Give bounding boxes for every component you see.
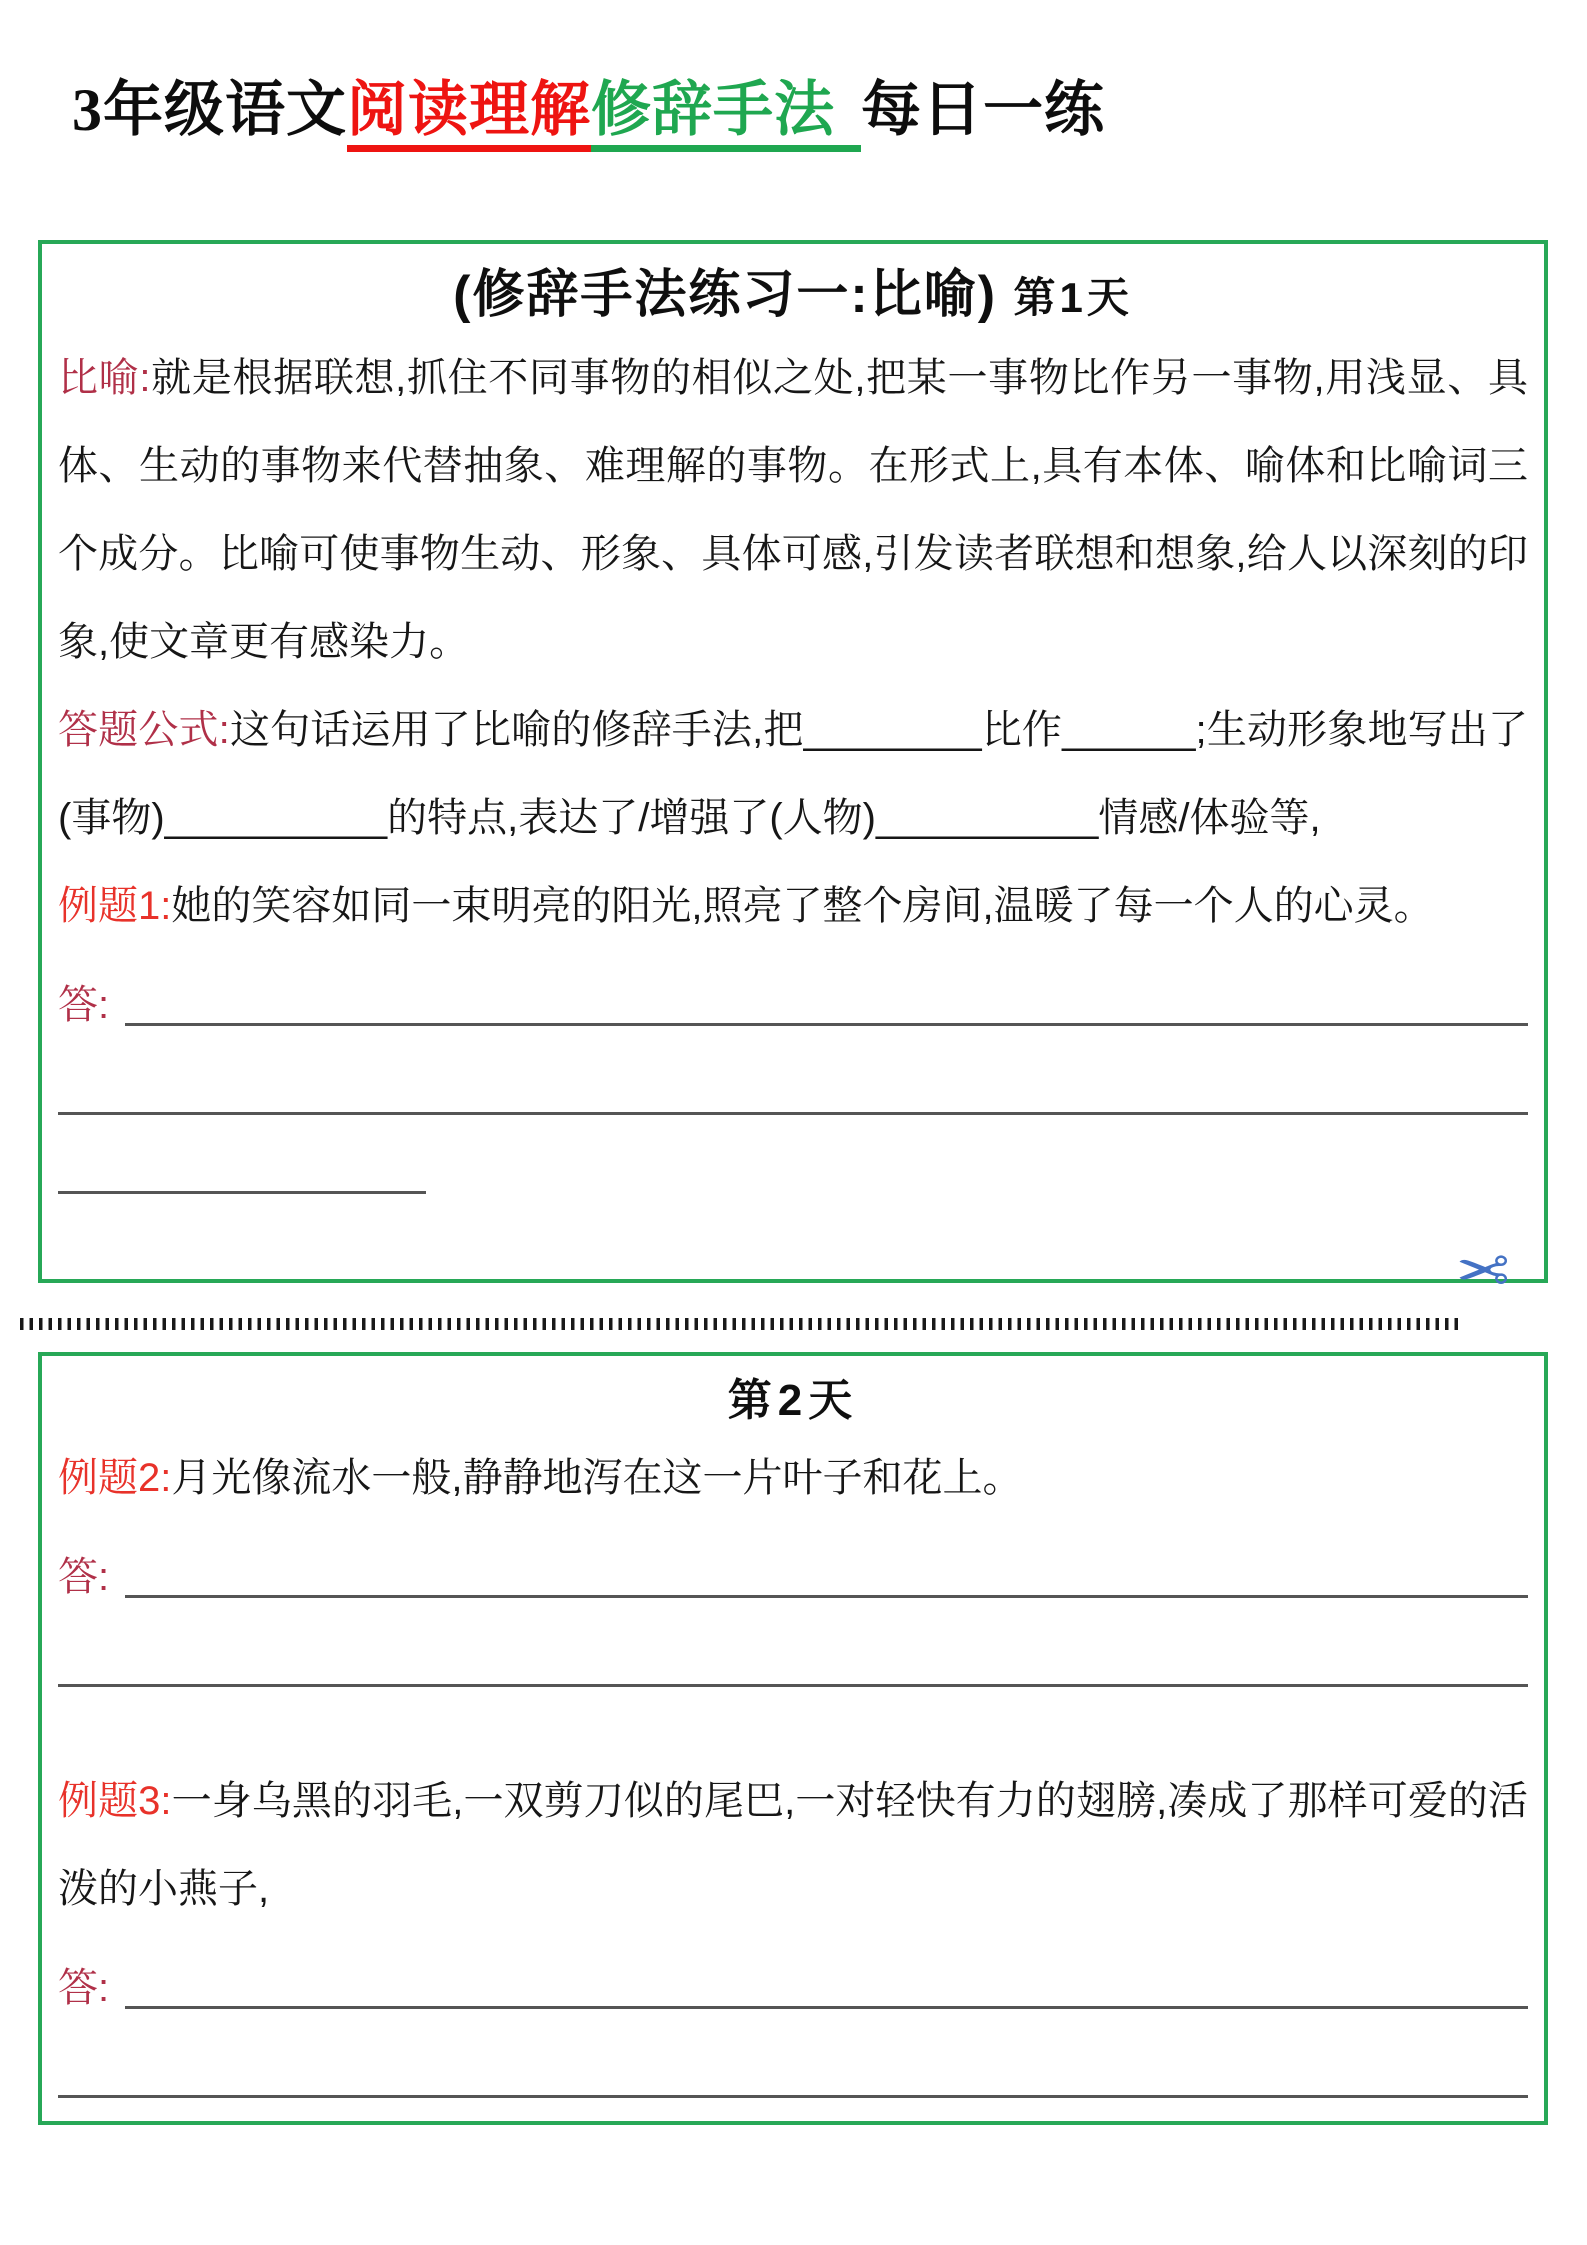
day1-heading-text: (修辞手法练习一:比喻): [453, 266, 998, 324]
answer-blank-line[interactable]: [125, 1023, 1528, 1026]
day2-day-badge: 第2天: [727, 1376, 859, 1425]
scissors-icon: ✂: [1456, 1235, 1510, 1309]
day2-answer-label-1: 答:: [58, 1555, 110, 1599]
metaphor-definition: [58, 334, 1528, 686]
title-part-rhetoric: 修辞手法: [591, 77, 861, 152]
definition-text: 就是根据联想,抓住不同事物的相似之处,把某一事物比作另一事物,用浅显、具体、生动的事物来代替抽象、难理解的事物。在形式上,具有本体、喻体和比喻词三个成分。比喻可使事物生动、形象、具体可感,引发读者联想和想象,给人以深刻的印象,使文章更有感染力。: [58, 356, 1528, 664]
example3-text: 一身乌黑的羽毛,一双剪刀似的尾巴,一对轻快有力的翅膀,凑成了那样可爱的活泼的小燕子,: [58, 1779, 1529, 1911]
formula-text: 这句话运用了比喻的修辞手法,把________比作______;生动形象地写出了(事物)__________的特点,表达了/增强了(人物)__________情感/体验等,: [58, 708, 1528, 840]
day2-answer-label-2: 答:: [58, 1966, 110, 2010]
example2-text: 月光像流水一般,静静地泻在这一片叶子和花上。: [171, 1456, 1023, 1500]
answer-blank-line[interactable]: [58, 2013, 1528, 2098]
example1-text: 她的笑容如同一束明亮的阳光,照亮了整个房间,温暖了每一个人的心灵。: [171, 884, 1434, 928]
title-part-grade: 3年级语文: [72, 77, 347, 143]
day1-day-badge: 第1天: [1013, 274, 1133, 321]
answer-blank-line[interactable]: [125, 2006, 1528, 2009]
example3: [58, 1757, 1528, 1933]
example2: [58, 1434, 1528, 1522]
example1-label: 例题1:: [58, 884, 172, 928]
day1-section: [38, 240, 1548, 1283]
answer-blank-line[interactable]: [58, 1115, 426, 1194]
day1-answer-label: 答:: [58, 983, 110, 1027]
day2-section: [38, 1352, 1548, 2125]
answer-blank-line[interactable]: [125, 1595, 1528, 1598]
day2-answer-row-2: [58, 1933, 1528, 2013]
day1-answer-row: [58, 950, 1528, 1030]
day1-heading: [58, 256, 1528, 334]
answer-blank-line[interactable]: [58, 1602, 1528, 1687]
answer-blank-line[interactable]: [58, 1030, 1528, 1115]
title-part-reading: 阅读理解: [347, 77, 591, 152]
dotted-cut-line: [20, 1318, 1458, 1330]
example1: [58, 862, 1528, 950]
title-part-daily: 每日一练: [861, 77, 1105, 143]
page-title: [72, 68, 1105, 152]
example2-label: 例题2:: [58, 1456, 172, 1500]
example3-label: 例题3:: [58, 1779, 172, 1823]
definition-label: 比喻:: [58, 356, 151, 400]
answer-formula: [58, 686, 1528, 862]
formula-label: 答题公式:: [58, 708, 230, 752]
spacer: [58, 1687, 1528, 1757]
day2-answer-row-1: [58, 1522, 1528, 1602]
